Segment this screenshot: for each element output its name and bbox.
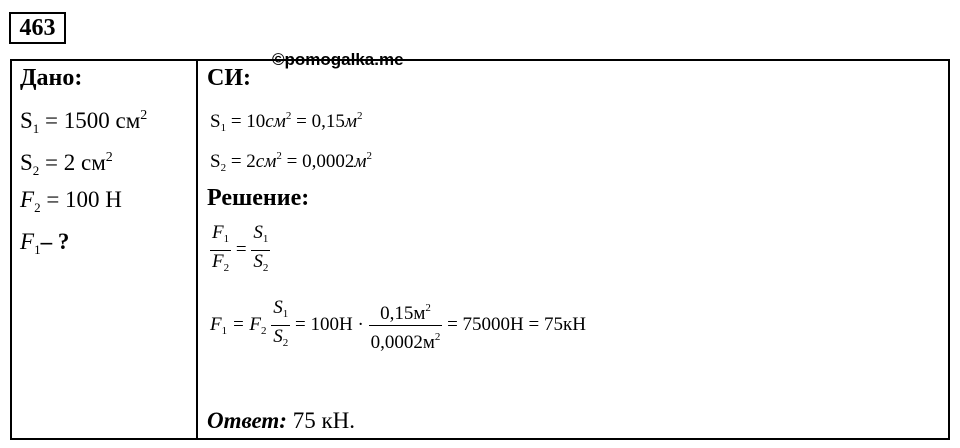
calculation-formula: $F_1 = F_2$ $\frac{S_1}{S_2}$ = 100H · $\frac{0,15м^2}{0,0002м^2}$ = 75000H = 75кН (210, 297, 586, 353)
given-s2: $S_2 = 2$ $см^2$ (20, 150, 113, 178)
si-s2: $S_2 = 2см^2 = 0,0002м^2$ (210, 150, 372, 174)
solution-heading: Решение: (207, 185, 310, 211)
answer (207, 407, 355, 435)
given-f2: $F_2 = 100$ Н (20, 187, 122, 215)
answer-label: Ответ: (207, 408, 287, 433)
watermark: ©pomogalka.me (272, 50, 404, 69)
given-f1-unknown: $F_1-$ ? (20, 229, 70, 257)
si-heading: СИ: (207, 65, 251, 91)
given-heading: Дано: (20, 65, 83, 91)
solution-table (10, 59, 950, 440)
problem-number: 463 (9, 12, 66, 44)
force-area-ratio: $\frac{F_1}{F_2}$ = $\frac{S_1}{S_2}$ (210, 222, 270, 279)
answer-value: 75 кН. (286, 408, 355, 433)
si-s1: $S_1 = 10см^2 = 0,15м^2$ (210, 110, 363, 134)
given-s1: $S_1 = 1500$ $см^2$ (20, 108, 148, 136)
column-divider (196, 59, 198, 440)
